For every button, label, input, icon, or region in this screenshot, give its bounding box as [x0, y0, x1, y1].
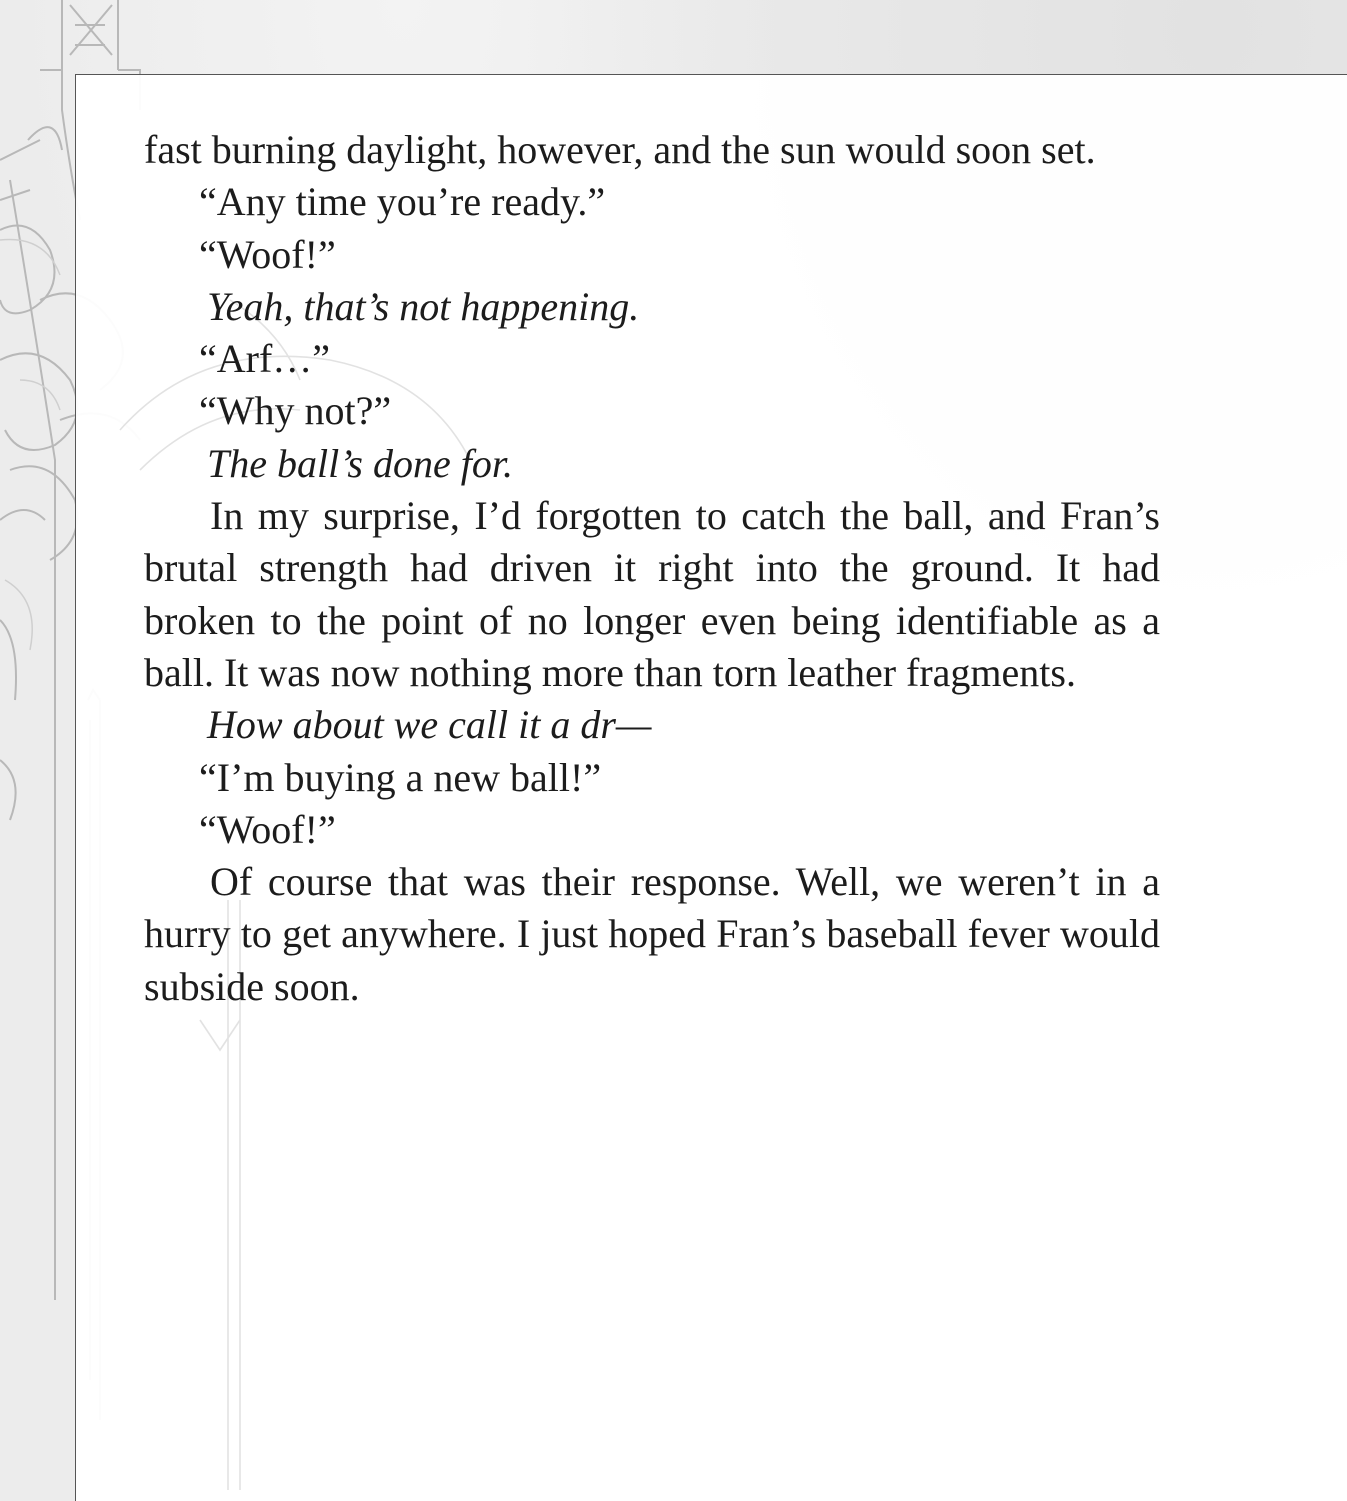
thought-line: Yeah, that’s not happening. — [207, 283, 640, 329]
paragraph: fast burning daylight, however, and the sun would soon set. — [144, 127, 1096, 172]
dialog-line: “Any time you’re ready.” — [199, 179, 606, 225]
dialog-line: “Woof!” — [199, 231, 336, 277]
thought-line: How about we call it a dr— — [207, 702, 652, 748]
dialog-line: “Woof!” — [199, 806, 336, 852]
paragraph: In my surprise, I’d forgotten to catch the ball, and Fran’s brutal strength had driven it right into the ground. It had broken to the point of no longer even being identifiable as a ball. It was now nothing more than torn leather fragments. — [144, 493, 1160, 695]
dialog-line: “Arf…” — [199, 336, 331, 382]
dialog-line: “I’m buying a new ball!” — [199, 754, 602, 800]
dialog-line: “Why not?” — [199, 388, 392, 434]
body-text — [144, 124, 1160, 1013]
thought-line: The ball’s done for. — [207, 440, 513, 486]
paragraph: Of course that was their response. Well, we weren’t in a hurry to get anywhere. I just hoped Fran’s baseball fever would subside soon. — [144, 859, 1160, 1009]
